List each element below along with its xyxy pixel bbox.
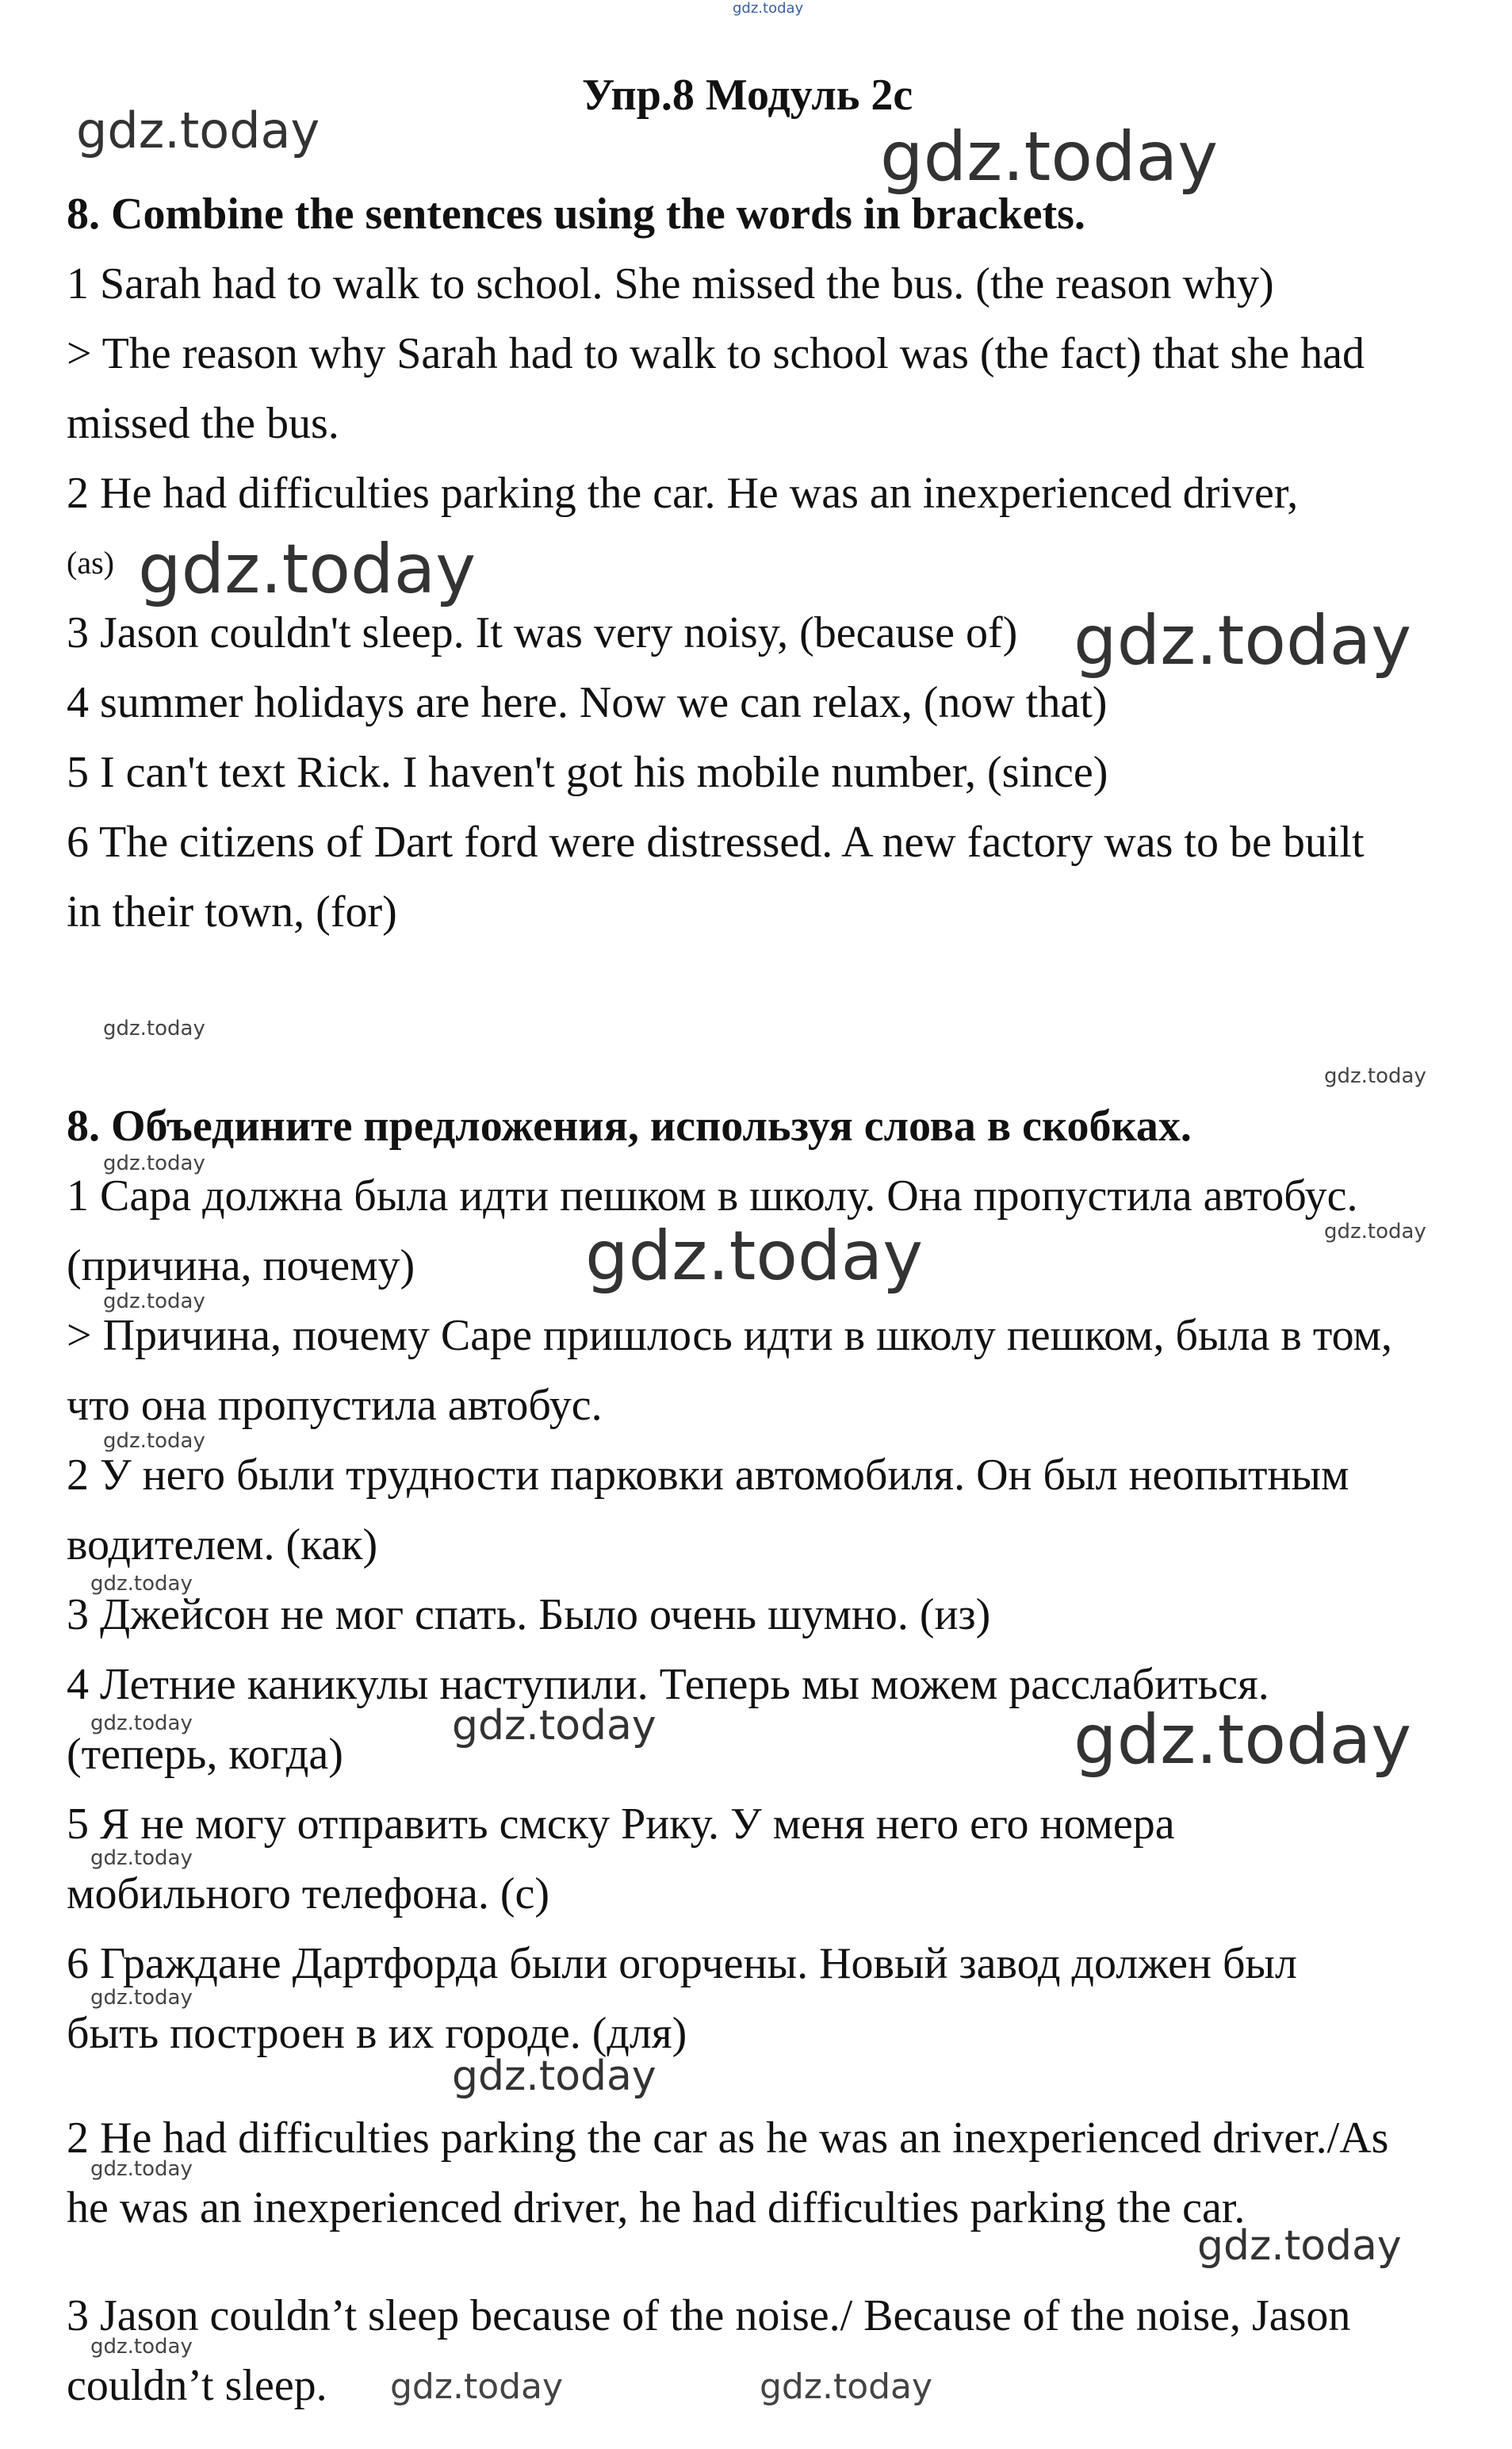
russian-task-heading: 8. Объедините предложения, используя слова в скобках.: [67, 1102, 1192, 1151]
watermark: gdz.today: [1074, 1700, 1412, 1780]
watermark: gdz.today: [90, 1846, 193, 1870]
watermark: gdz.today: [76, 102, 320, 159]
watermark: gdz.today: [103, 1290, 205, 1313]
english-line: in their town, (for): [67, 887, 397, 937]
russian-line: быть построен в их городе. (для): [67, 2009, 687, 2058]
watermark: gdz.today: [90, 2335, 193, 2359]
watermark: gdz.today: [452, 1702, 656, 1750]
russian-line: 2 У него были трудности парковки автомобиля. Он был неопытным: [67, 1451, 1349, 1500]
english-line: 4 summer holidays are here. Now we can relax, (now that): [67, 678, 1108, 727]
watermark: gdz.today: [103, 1017, 205, 1041]
watermark: gdz.today: [880, 117, 1219, 197]
russian-line: 1 Сара должна была идти пешком в школу. Она пропустила автобус.: [67, 1171, 1358, 1221]
watermark: gdz.today: [103, 1152, 205, 1175]
answer-line: he was an inexperienced driver, he had difficulties parking the car.: [67, 2183, 1246, 2232]
english-task-heading: 8. Combine the sentences using the words in brackets.: [67, 190, 1085, 239]
english-line: [67, 538, 114, 588]
answer-line: 3 Jason couldn’t sleep because of the noise./ Because of the noise, Jason: [67, 2291, 1351, 2340]
watermark: gdz.today: [1074, 601, 1412, 680]
russian-line: (причина, почему): [67, 1241, 415, 1290]
english-line: 5 I can't text Rick. I haven't got his mobile number, (since): [67, 748, 1108, 797]
russian-line: (теперь, когда): [67, 1730, 343, 1779]
english-line: 3 Jason couldn't sleep. It was very noisy, (because of): [67, 608, 1018, 657]
watermark: gdz.today: [103, 1429, 205, 1453]
answer-line: couldn’t sleep.: [67, 2361, 327, 2410]
watermark-top: gdz.today: [733, 0, 804, 17]
russian-line: мобильного телефона. (с): [67, 1869, 549, 1918]
russian-line: 3 Джейсон не мог спать. Было очень шумно. (из): [67, 1590, 991, 1639]
watermark: gdz.today: [90, 1711, 193, 1735]
watermark: gdz.today: [585, 1217, 924, 1296]
russian-line: 5 Я не могу отправить смску Рику. У меня него его номера: [67, 1799, 1175, 1849]
watermark: gdz.today: [90, 1986, 193, 2010]
english-line: > The reason why Sarah had to walk to school was (the fact) that she had: [67, 329, 1365, 378]
watermark: gdz.today: [760, 2367, 933, 2407]
english-line: missed the bus.: [67, 399, 339, 448]
watermark: gdz.today: [1324, 1064, 1426, 1088]
watermark: gdz.today: [390, 2367, 564, 2407]
page-title: Упр.8 Модуль 2с: [582, 71, 913, 120]
russian-line: водителем. (как): [67, 1520, 378, 1569]
russian-line: > Причина, почему Саре пришлось идти в школу пешком, была в том,: [67, 1311, 1392, 1360]
english-line: 6 The citizens of Dart ford were distressed. A new factory was to be built: [67, 818, 1365, 867]
english-line: 2 He had difficulties parking the car. He was an inexperienced driver,: [67, 469, 1299, 518]
english-line-as: (as): [67, 545, 114, 581]
answer-line: 2 He had difficulties parking the car as he was an inexperienced driver./As: [67, 2114, 1389, 2163]
watermark: gdz.today: [90, 1572, 193, 1596]
watermark: gdz.today: [1197, 2222, 1402, 2270]
watermark: gdz.today: [138, 530, 477, 609]
russian-line: 6 Граждане Дартфорда были огорчены. Новый завод должен был: [67, 1939, 1298, 1988]
watermark: gdz.today: [90, 2157, 193, 2181]
russian-line: что она пропустила автобус.: [67, 1381, 603, 1430]
english-line: 1 Sarah had to walk to school. She missed the bus. (the reason why): [67, 259, 1274, 309]
watermark: gdz.today: [452, 2052, 656, 2100]
watermark: gdz.today: [1324, 1220, 1426, 1244]
russian-line: 4 Летние каникулы наступили. Теперь мы можем расслабиться.: [67, 1660, 1269, 1709]
